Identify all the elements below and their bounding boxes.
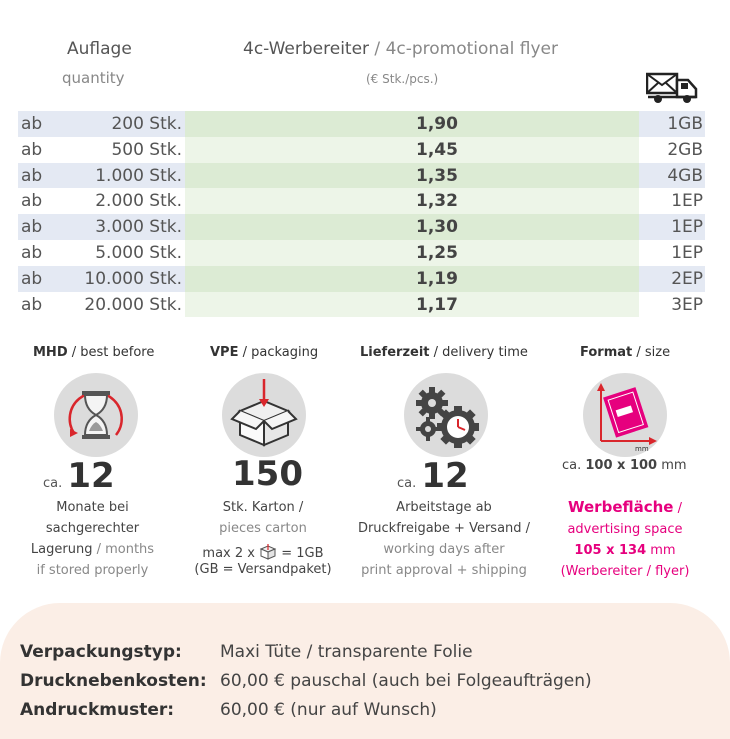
format-title [580, 345, 670, 360]
mhd-line3-de: Lagerung [30, 542, 93, 557]
delivery-line4: print approval + shipping [361, 563, 527, 578]
row-price: 1,45 [416, 139, 458, 160]
format-adv-unit: mm [650, 543, 676, 558]
row-shipping: 1EP [671, 242, 703, 263]
format-size [562, 458, 687, 473]
format-adv-de: Werbefläche [568, 498, 674, 516]
row-ab: ab [21, 294, 43, 315]
table-row [18, 163, 705, 189]
delivery-truck-icon [646, 71, 700, 105]
row-ab: ab [21, 191, 43, 212]
vpe-line1: Stk. Karton / [222, 500, 304, 515]
vpe-note [188, 544, 338, 578]
row-shipping: 2EP [671, 268, 703, 289]
mhd-title-de: MHD [33, 345, 68, 360]
table-row [18, 188, 705, 214]
mhd-line2: sachgerechter [45, 521, 140, 536]
row-shipping: 3EP [671, 294, 703, 315]
row-ab: ab [21, 139, 43, 160]
vpe-line2: pieces carton [219, 521, 307, 536]
row-quantity: 1.000 Stk. [95, 165, 182, 186]
format-size-value: 100 x 100 [585, 458, 658, 473]
row-ab: ab [21, 165, 43, 186]
product-header [243, 39, 558, 59]
delivery-title [360, 345, 528, 360]
format-adv-en: advertising space [567, 522, 683, 537]
mhd-value-block [43, 456, 115, 496]
mhd-title [33, 345, 154, 360]
mhd-line3-en: / months [92, 542, 155, 557]
mhd-title-en: / best before [67, 345, 155, 360]
delivery-line3: working days after [383, 542, 505, 557]
footer-row [20, 641, 473, 663]
small-box-icon [259, 544, 277, 560]
row-quantity: 10.000 Stk. [84, 268, 182, 289]
product-header-de: 4c-Werbereiter [243, 39, 370, 59]
vpe-line3-a: max 2 x [202, 546, 255, 561]
row-ab: ab [21, 217, 43, 238]
mhd-description [15, 497, 170, 581]
row-quantity: 3.000 Stk. [95, 217, 182, 238]
delivery-description [348, 497, 540, 581]
delivery-title-en: / delivery time [429, 345, 528, 360]
row-quantity: 2.000 Stk. [95, 191, 182, 212]
footer-row [20, 670, 592, 692]
row-shipping: 4GB [667, 165, 703, 186]
box-icon [222, 373, 306, 457]
format-size-unit: mm [661, 458, 687, 473]
table-row [18, 137, 705, 163]
vpe-value: 150 [232, 454, 303, 494]
delivery-ca: ca. [397, 476, 417, 491]
row-quantity: 20.000 Stk. [84, 294, 182, 315]
row-quantity: 200 Stk. [111, 114, 182, 134]
row-shipping: 1GB [667, 114, 703, 134]
quantity-header-de: Auflage [67, 39, 132, 59]
delivery-value: 12 [421, 456, 469, 496]
vpe-title-de: VPE [210, 345, 239, 360]
row-price: 1,19 [416, 268, 458, 289]
format-adv-size [545, 540, 705, 561]
table-row [18, 214, 705, 240]
footer-label: Verpackungstyp: [20, 642, 182, 662]
vpe-line3-b: = 1GB [281, 546, 324, 561]
format-icon [583, 373, 667, 457]
row-shipping: 2GB [667, 139, 703, 160]
row-price: 1,17 [416, 294, 458, 315]
format-adv-title [545, 497, 705, 519]
mhd-ca: ca. [43, 476, 63, 491]
row-price: 1,32 [416, 191, 458, 212]
format-title-en: / size [632, 345, 671, 360]
footer-row [20, 699, 437, 721]
table-row [18, 240, 705, 266]
footer-label: Andruckmuster: [20, 700, 175, 720]
table-row [18, 266, 705, 292]
table-row [18, 111, 705, 137]
format-title-de: Format [580, 345, 633, 360]
row-quantity: 5.000 Stk. [95, 242, 182, 263]
vpe-title-en: / packaging [238, 345, 319, 360]
row-price: 1,25 [416, 242, 458, 263]
format-adv-sep: / [673, 501, 682, 516]
delivery-line1: Arbeitstage ab [396, 500, 492, 515]
delivery-value-block [397, 456, 469, 496]
vpe-description [188, 497, 338, 539]
vpe-line3 [188, 544, 338, 562]
price-table [18, 111, 705, 317]
footer-value: Maxi Tüte / transparente Folie [220, 642, 473, 662]
mhd-line4: if stored properly [36, 563, 149, 578]
footer-label: Drucknebenkosten: [20, 671, 207, 691]
footer-value: 60,00 € (nur auf Wunsch) [220, 700, 437, 720]
format-icon-label: mm [635, 445, 649, 453]
table-row [18, 292, 705, 318]
mhd-value: 12 [67, 456, 115, 496]
row-price: 1,90 [416, 114, 458, 134]
row-price: 1,30 [416, 217, 458, 238]
row-price: 1,35 [416, 165, 458, 186]
footer-panel [0, 603, 730, 739]
footer-value: 60,00 € pauschal (auch bei Folgeaufträgen) [220, 671, 592, 691]
row-quantity: 500 Stk. [111, 139, 182, 160]
price-unit-label: (€ Stk./pcs.) [366, 72, 439, 86]
format-adv-note: (Werbereiter / flyer) [560, 564, 690, 579]
vpe-line4: (GB = Versandpaket) [194, 562, 332, 577]
format-advertising [545, 497, 705, 582]
delivery-line2: Druckfreigabe + Versand / [357, 521, 531, 536]
vpe-title [210, 345, 318, 360]
quantity-header-en: quantity [62, 69, 125, 87]
hourglass-icon [54, 373, 138, 457]
product-header-sep: / [369, 39, 386, 59]
mhd-line3 [15, 539, 170, 560]
row-shipping: 1EP [671, 191, 703, 212]
mhd-line1: Monate bei [56, 500, 129, 515]
format-adv-value: 105 x 134 [574, 543, 647, 558]
product-header-en: 4c-promotional flyer [385, 39, 558, 59]
gears-clock-icon [404, 373, 488, 457]
delivery-title-de: Lieferzeit [360, 345, 430, 360]
format-size-prefix: ca. [562, 458, 582, 473]
row-shipping: 1EP [671, 217, 703, 238]
row-ab: ab [21, 242, 43, 263]
row-ab: ab [21, 268, 43, 289]
row-ab: ab [21, 114, 43, 134]
